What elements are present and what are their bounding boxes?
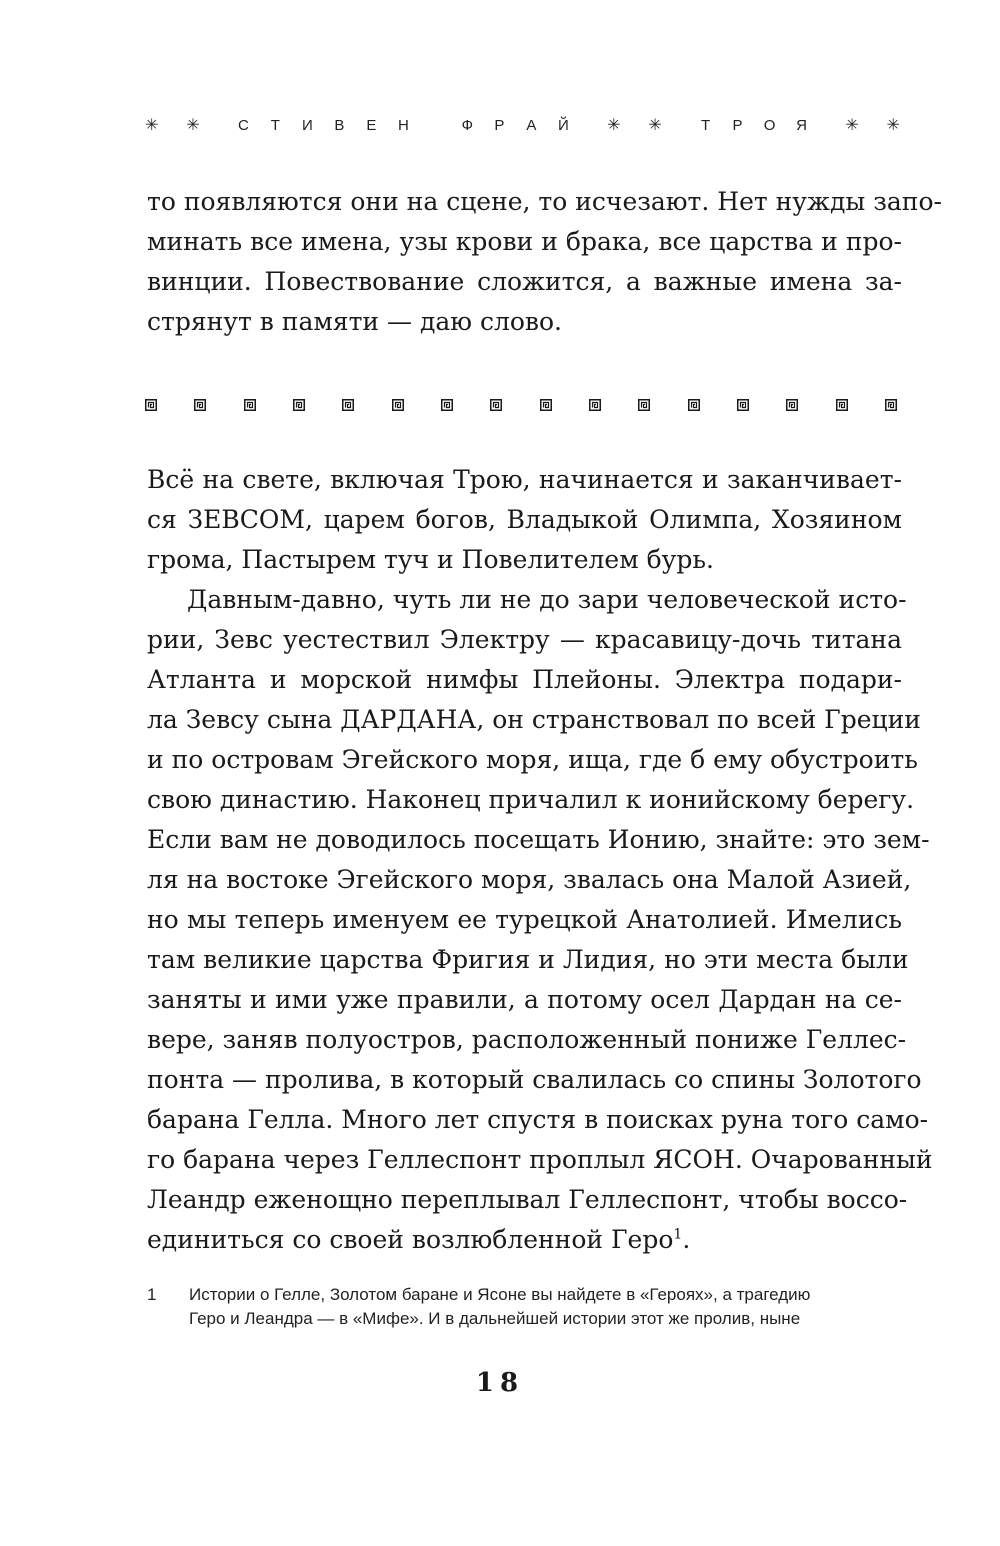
- text-line: [147, 1220, 902, 1260]
- star-ornament-icon: ✳: [648, 117, 662, 134]
- square-ornament-icon: [786, 399, 798, 411]
- square-ornament-icon: [885, 399, 897, 411]
- text-line: грома, Пастырем туч и Повелителем бурь.: [147, 545, 714, 574]
- square-ornament-icon: [441, 399, 453, 411]
- square-ornament-icon: [244, 399, 256, 411]
- body-paragraph-1: [147, 460, 902, 580]
- text-line-content: единиться со своей возлюбленной Геро: [147, 1225, 674, 1254]
- section-break-ornament: [145, 395, 897, 415]
- footnote-reference[interactable]: 1: [673, 1226, 683, 1243]
- text-line: Атланта и морской нимфы Плейоны. Электра подари-: [147, 665, 902, 694]
- star-ornament-icon: ✳: [607, 117, 621, 134]
- text-line: там великие царства Фригия и Лидия, но эти места были: [147, 945, 909, 974]
- text-line: и по островам Эгейского моря, ища, где б ему обустроить: [147, 745, 918, 774]
- text-line: барана Гелла. Много лет спустя в поисках руна того само-: [147, 1105, 929, 1134]
- square-ornament-icon: [392, 399, 404, 411]
- running-head: [145, 112, 900, 138]
- text-line: стрянут в памяти — даю слово.: [147, 307, 562, 336]
- star-ornament-icon: ✳: [145, 117, 159, 134]
- running-head-author: С Т И В Е Н Ф Р А Й: [237, 116, 569, 134]
- footnote-text: [189, 1283, 897, 1331]
- text-line: понта — пролива, в который свалилась со спины Золотого: [147, 1065, 922, 1094]
- star-ornament-icon: ✳: [886, 117, 900, 134]
- page-number: 18: [475, 1368, 525, 1398]
- text-line: ся ЗЕВСОМ, царем богов, Владыкой Олимпа, Хозяином: [147, 505, 902, 534]
- text-line: но мы теперь именуем ее турецкой Анатолией. Имелись: [147, 905, 902, 934]
- square-ornament-icon: [490, 399, 502, 411]
- text-line: Давным-давно, чуть ли не до зари человеческой исто-: [187, 585, 907, 614]
- square-ornament-icon: [194, 399, 206, 411]
- text-line: вере, заняв полуостров, расположенный пониже Геллес-: [147, 1025, 907, 1054]
- running-head-title: Т Р О Я: [700, 116, 807, 134]
- star-ornament-icon: ✳: [845, 117, 859, 134]
- square-ornament-icon: [737, 399, 749, 411]
- square-ornament-icon: [836, 399, 848, 411]
- text-line: ля на востоке Эгейского моря, звалась она Малой Азией,: [147, 865, 912, 894]
- text-line: Всё на свете, включая Трою, начинается и заканчивает-: [147, 465, 902, 494]
- body-paragraph-2: [147, 580, 933, 1260]
- continuation-paragraph: [147, 182, 942, 342]
- square-ornament-icon: [145, 399, 157, 411]
- footnote-number: 1: [147, 1285, 157, 1304]
- text-line: винции. Повествование сложится, а важные имена за-: [147, 267, 902, 296]
- text-line: Если вам не доводилось посещать Ионию, знайте: это зем-: [147, 825, 930, 854]
- square-ornament-icon: [688, 399, 700, 411]
- footnote-line: Геро и Леандра — в «Мифе». И в дальнейшей истории этот же пролив, ныне: [189, 1309, 801, 1328]
- sentence-end: .: [682, 1225, 691, 1254]
- text-line: минать все имена, узы крови и брака, все царства и про-: [147, 227, 902, 256]
- text-line: рии, Зевс уестествил Электру — красавицу-дочь титана: [147, 625, 902, 654]
- star-ornament-icon: ✳: [186, 117, 200, 134]
- text-line: ла Зевсу сына ДАРДАНА, он странствовал по всей Греции: [147, 705, 921, 734]
- square-ornament-icon: [540, 399, 552, 411]
- square-ornament-icon: [293, 399, 305, 411]
- text-line: го барана через Геллеспонт проплыл ЯСОН. Очарованный: [147, 1145, 933, 1174]
- text-line: Леандр еженощно переплывал Геллеспонт, чтобы воссо-: [147, 1185, 908, 1214]
- footnote-line: Истории о Гелле, Золотом баране и Ясоне вы найдете в «Героях», а трагедию: [189, 1285, 811, 1304]
- text-line: свою династию. Наконец причалил к ионийскому берегу.: [147, 785, 915, 814]
- square-ornament-icon: [589, 399, 601, 411]
- text-line: заняты и ими уже правили, а потому осел Дардан на се-: [147, 985, 902, 1014]
- text-line: то появляются они на сцене, то исчезают. Нет нужды запо-: [147, 187, 942, 216]
- footnote: [147, 1283, 897, 1331]
- square-ornament-icon: [638, 399, 650, 411]
- square-ornament-icon: [342, 399, 354, 411]
